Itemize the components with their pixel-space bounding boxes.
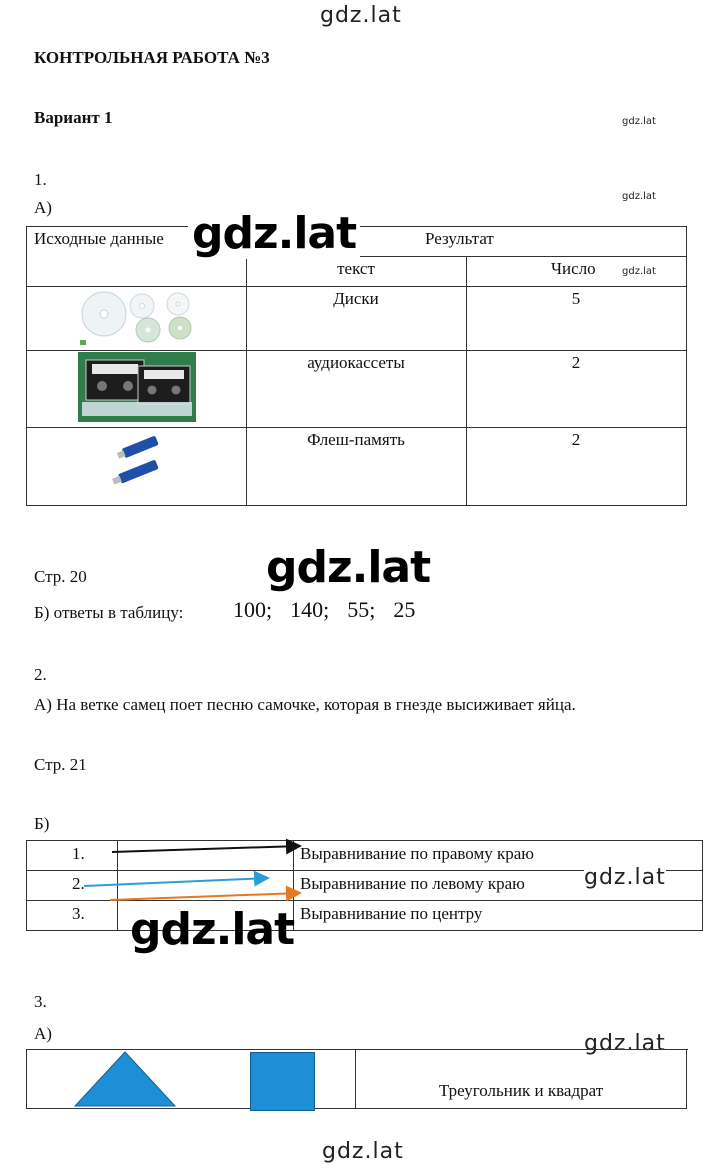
watermark-big-2: gdz.lat xyxy=(266,542,431,593)
task2-part-b: Б) xyxy=(34,814,50,833)
col-source-header: Исходные данные xyxy=(34,229,164,248)
row3-number: 2 xyxy=(571,430,581,449)
watermark-bottom: gdz.lat xyxy=(322,1139,404,1164)
t2-row2-text: Выравнивание по левому краю xyxy=(300,874,525,893)
arrow-2 xyxy=(84,878,268,886)
page-title: КОНТРОЛЬНАЯ РАБОТА №3 xyxy=(34,48,270,67)
task1-number: 1. xyxy=(34,170,47,189)
variant-label: Вариант 1 xyxy=(34,108,113,127)
t2-row1-text: Выравнивание по правому краю xyxy=(300,844,534,863)
col-result-header: Результат xyxy=(425,229,494,248)
task3-number: 3. xyxy=(34,992,47,1011)
row1-text: Диски xyxy=(333,289,379,308)
task1-part-b-label: Б) ответы в таблицу: xyxy=(34,603,184,622)
t2-row3-num: 3. xyxy=(72,904,85,923)
row1-number: 5 xyxy=(571,289,581,308)
t2-row2-num: 2. xyxy=(72,874,85,893)
row3-text: Флеш-память xyxy=(307,430,405,449)
task2-number: 2. xyxy=(34,665,47,684)
watermark-small-3: gdz.lat xyxy=(622,266,656,277)
task2-page-ref: Стр. 21 xyxy=(34,755,87,774)
answer-2: 140; xyxy=(290,597,330,622)
row2-text: аудиокассеты xyxy=(307,353,405,372)
row2-number: 2 xyxy=(571,353,581,372)
t2-row3-text: Выравнивание по центру xyxy=(300,904,483,923)
watermark-big-1: gdz.lat xyxy=(188,208,360,259)
answer-1: 100; xyxy=(233,597,273,622)
subcol-number-header: Число xyxy=(551,259,596,278)
square-shape xyxy=(250,1052,316,1112)
arrow-1 xyxy=(112,846,300,852)
watermark-lower-right: gdz.lat xyxy=(584,1031,666,1056)
task2-part-a: А) На ветке самец поет песню самочке, которая в гнезде высиживает яйца. xyxy=(34,695,576,714)
watermark-mid-right: gdz.lat xyxy=(584,865,666,890)
answer-4: 25 xyxy=(393,597,416,622)
watermark-big-3: gdz.lat xyxy=(130,904,295,955)
arrow-3 xyxy=(110,893,300,900)
watermark-small-2: gdz.lat xyxy=(622,191,656,202)
watermark-top: gdz.lat xyxy=(320,3,402,28)
triangle-shape xyxy=(74,1051,176,1107)
watermark-small-1: gdz.lat xyxy=(622,116,656,127)
task1-page-ref: Стр. 20 xyxy=(34,567,87,586)
t2-row1-num: 1. xyxy=(72,844,85,863)
task3-answer: Треугольник и квадрат xyxy=(438,1081,604,1100)
task1-part-a: А) xyxy=(34,198,52,217)
task3-part-a: А) xyxy=(34,1024,52,1043)
subcol-text-header: текст xyxy=(337,259,375,278)
answer-3: 55; xyxy=(347,597,376,622)
